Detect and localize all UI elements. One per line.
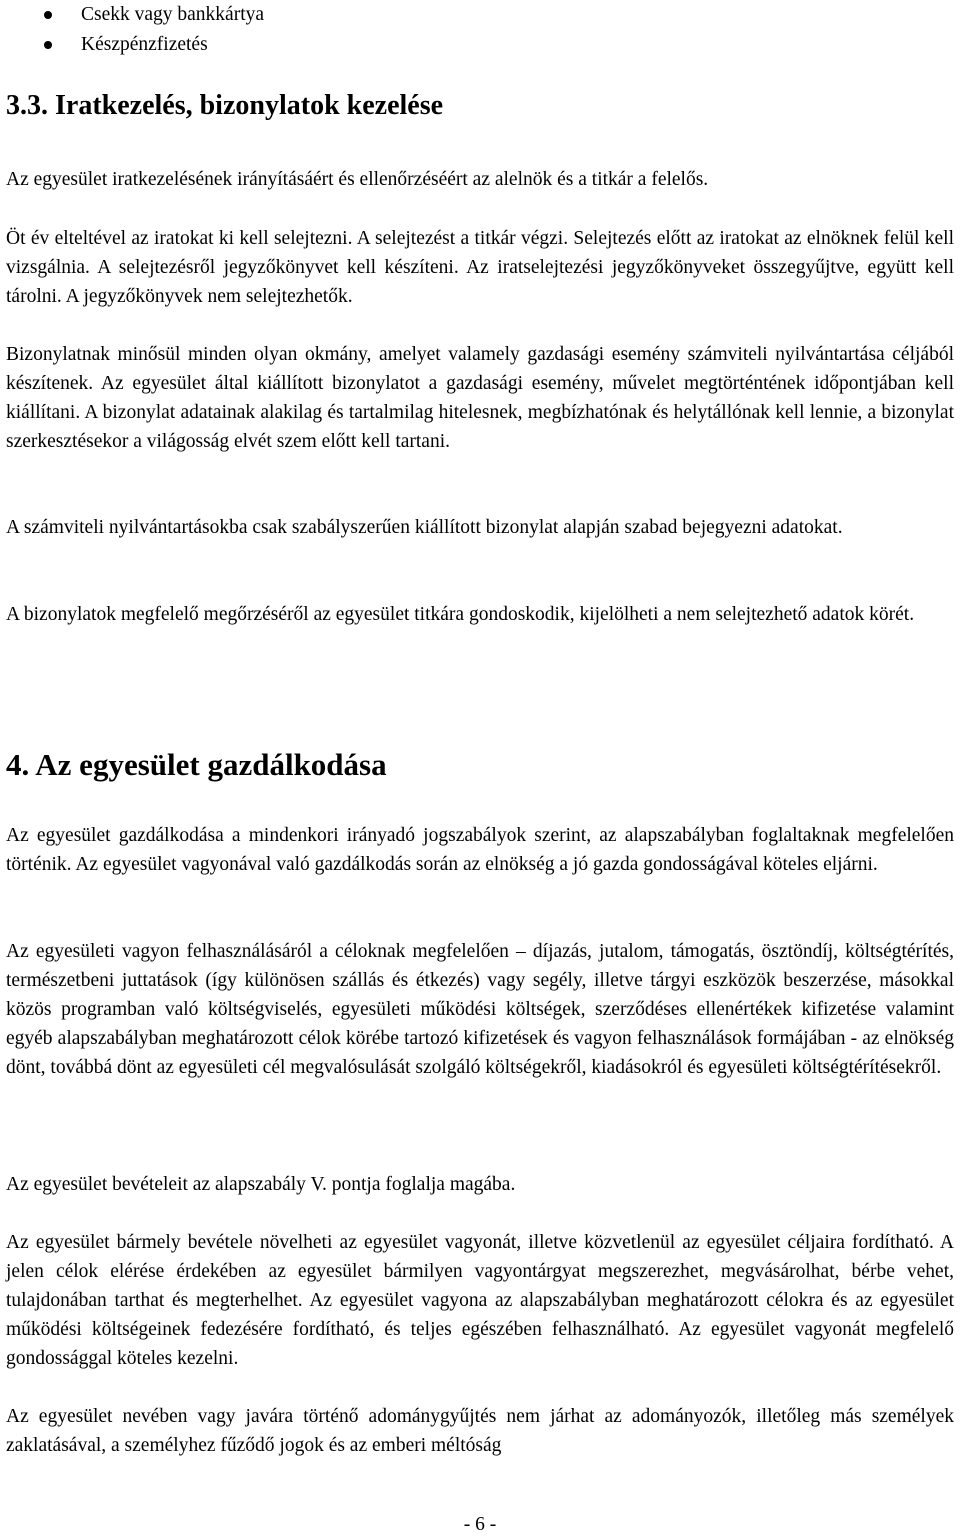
page-number: - 6 - — [463, 1514, 497, 1535]
section-heading-3-3: 3.3. Iratkezelés, bizonylatok kezelése — [6, 90, 444, 121]
payment-methods-list — [6, 0, 264, 60]
paragraph: Az egyesület iratkezelésének irányításáért és ellenőrzéséért az alelnök és a titkár a felelős. — [6, 169, 709, 190]
list-item-text: Készpénzfizetés — [81, 34, 208, 55]
paragraph: Az egyesület nevében vagy javára történő adománygyűjtés nem járhat az adományozók, illetőleg más személyek zaklatásával, a személyhez fűződő jogok és az emberi méltóság — [6, 1406, 954, 1456]
bullet-icon — [44, 41, 52, 49]
section-heading-4: 4. Az egyesület gazdálkodása — [6, 747, 387, 782]
paragraph: A számviteli nyilvántartásokba csak szabályszerűen kiállított bizonylat alapján szabad bejegyezni adatokat. — [6, 517, 843, 538]
paragraph: Az egyesületi vagyon felhasználásáról a céloknak megfelelően – díjazás, jutalom, támogatás, ösztöndíj, költségtérítés, természetbeni juttatások (így különösen szállás és étkezés) vagy segély, illetve tárgyi eszközök beszerzése, másokkal közös programban való költségviselés, egyesületi működési költségek, szerződéses ellenértékek kifizetése valamint egyéb alapszabályban meghatározott célok körébe tartozó kifizetések és vagyon felhasználások formájában - az elnökség dönt, továbbá dönt az egyesületi cél megvalósulását szolgáló költségekről, kiadásokról és egyesületi költségtérítésekről. — [6, 941, 954, 1078]
paragraph: Az egyesület bármely bevétele növelheti az egyesület vagyonát, illetve közvetlenül az egyesület céljaira fordítható. A jelen célok elérése érdekében az egyesület bármilyen vagyontárgyat megszerezhet, megvásárolhat, bérbe vehet, tulajdonában tarthat és megterhelhet. Az egyesület vagyona az alapszabályban meghatározott célokra és az egyesület működési költségeinek fedezésére fordítható, és teljes egészében felhasználható. Az egyesület vagyonát megfelelő gondossággal köteles kezelni. — [6, 1232, 954, 1369]
paragraph: Az egyesület bevételeit az alapszabály V. pontja foglalja magába. — [6, 1174, 516, 1195]
list-item — [6, 0, 264, 30]
paragraph: Öt év elteltével az iratokat ki kell selejtezni. A selejtezést a titkár végzi. Selejtezés előtt az iratokat az elnöknek felül kell vizsgálnia. A selejtezésről jegyzőkönyvet kell készíteni. Az iratselejtezési jegyzőkönyveket összegyűjtve, együtt kell tárolni. A jegyzőkönyvek nem selejtezhetők. — [6, 228, 954, 307]
paragraph: A bizonylatok megfelelő megőrzéséről az egyesület titkára gondoskodik, kijelölheti a nem selejtezhető adatok körét. — [6, 604, 915, 625]
list-item-text: Csekk vagy bankkártya — [81, 4, 265, 25]
bullet-icon — [44, 11, 52, 19]
list-item — [6, 30, 264, 60]
paragraph: Bizonylatnak minősül minden olyan okmány, amelyet valamely gazdasági esemény számviteli nyilvántartása céljából készítenek. Az egyesület által kiállított bizonylatot a gazdasági esemény, művelet megtörténtének időpontjában kell kiállítani. A bizonylat adatainak alakilag és tartalmilag hitelesnek, megbízhatónak és helytállónak kell lennie, a bizonylat szerkesztésekor a világosság elvét szem előtt kell tartani. — [6, 344, 954, 452]
paragraph: Az egyesület gazdálkodása a mindenkori irányadó jogszabályok szerint, az alapszabályban foglaltaknak megfelelően történik. Az egyesület vagyonával való gazdálkodás során az elnökség a jó gazda gondosságával köteles eljárni. — [6, 825, 954, 875]
